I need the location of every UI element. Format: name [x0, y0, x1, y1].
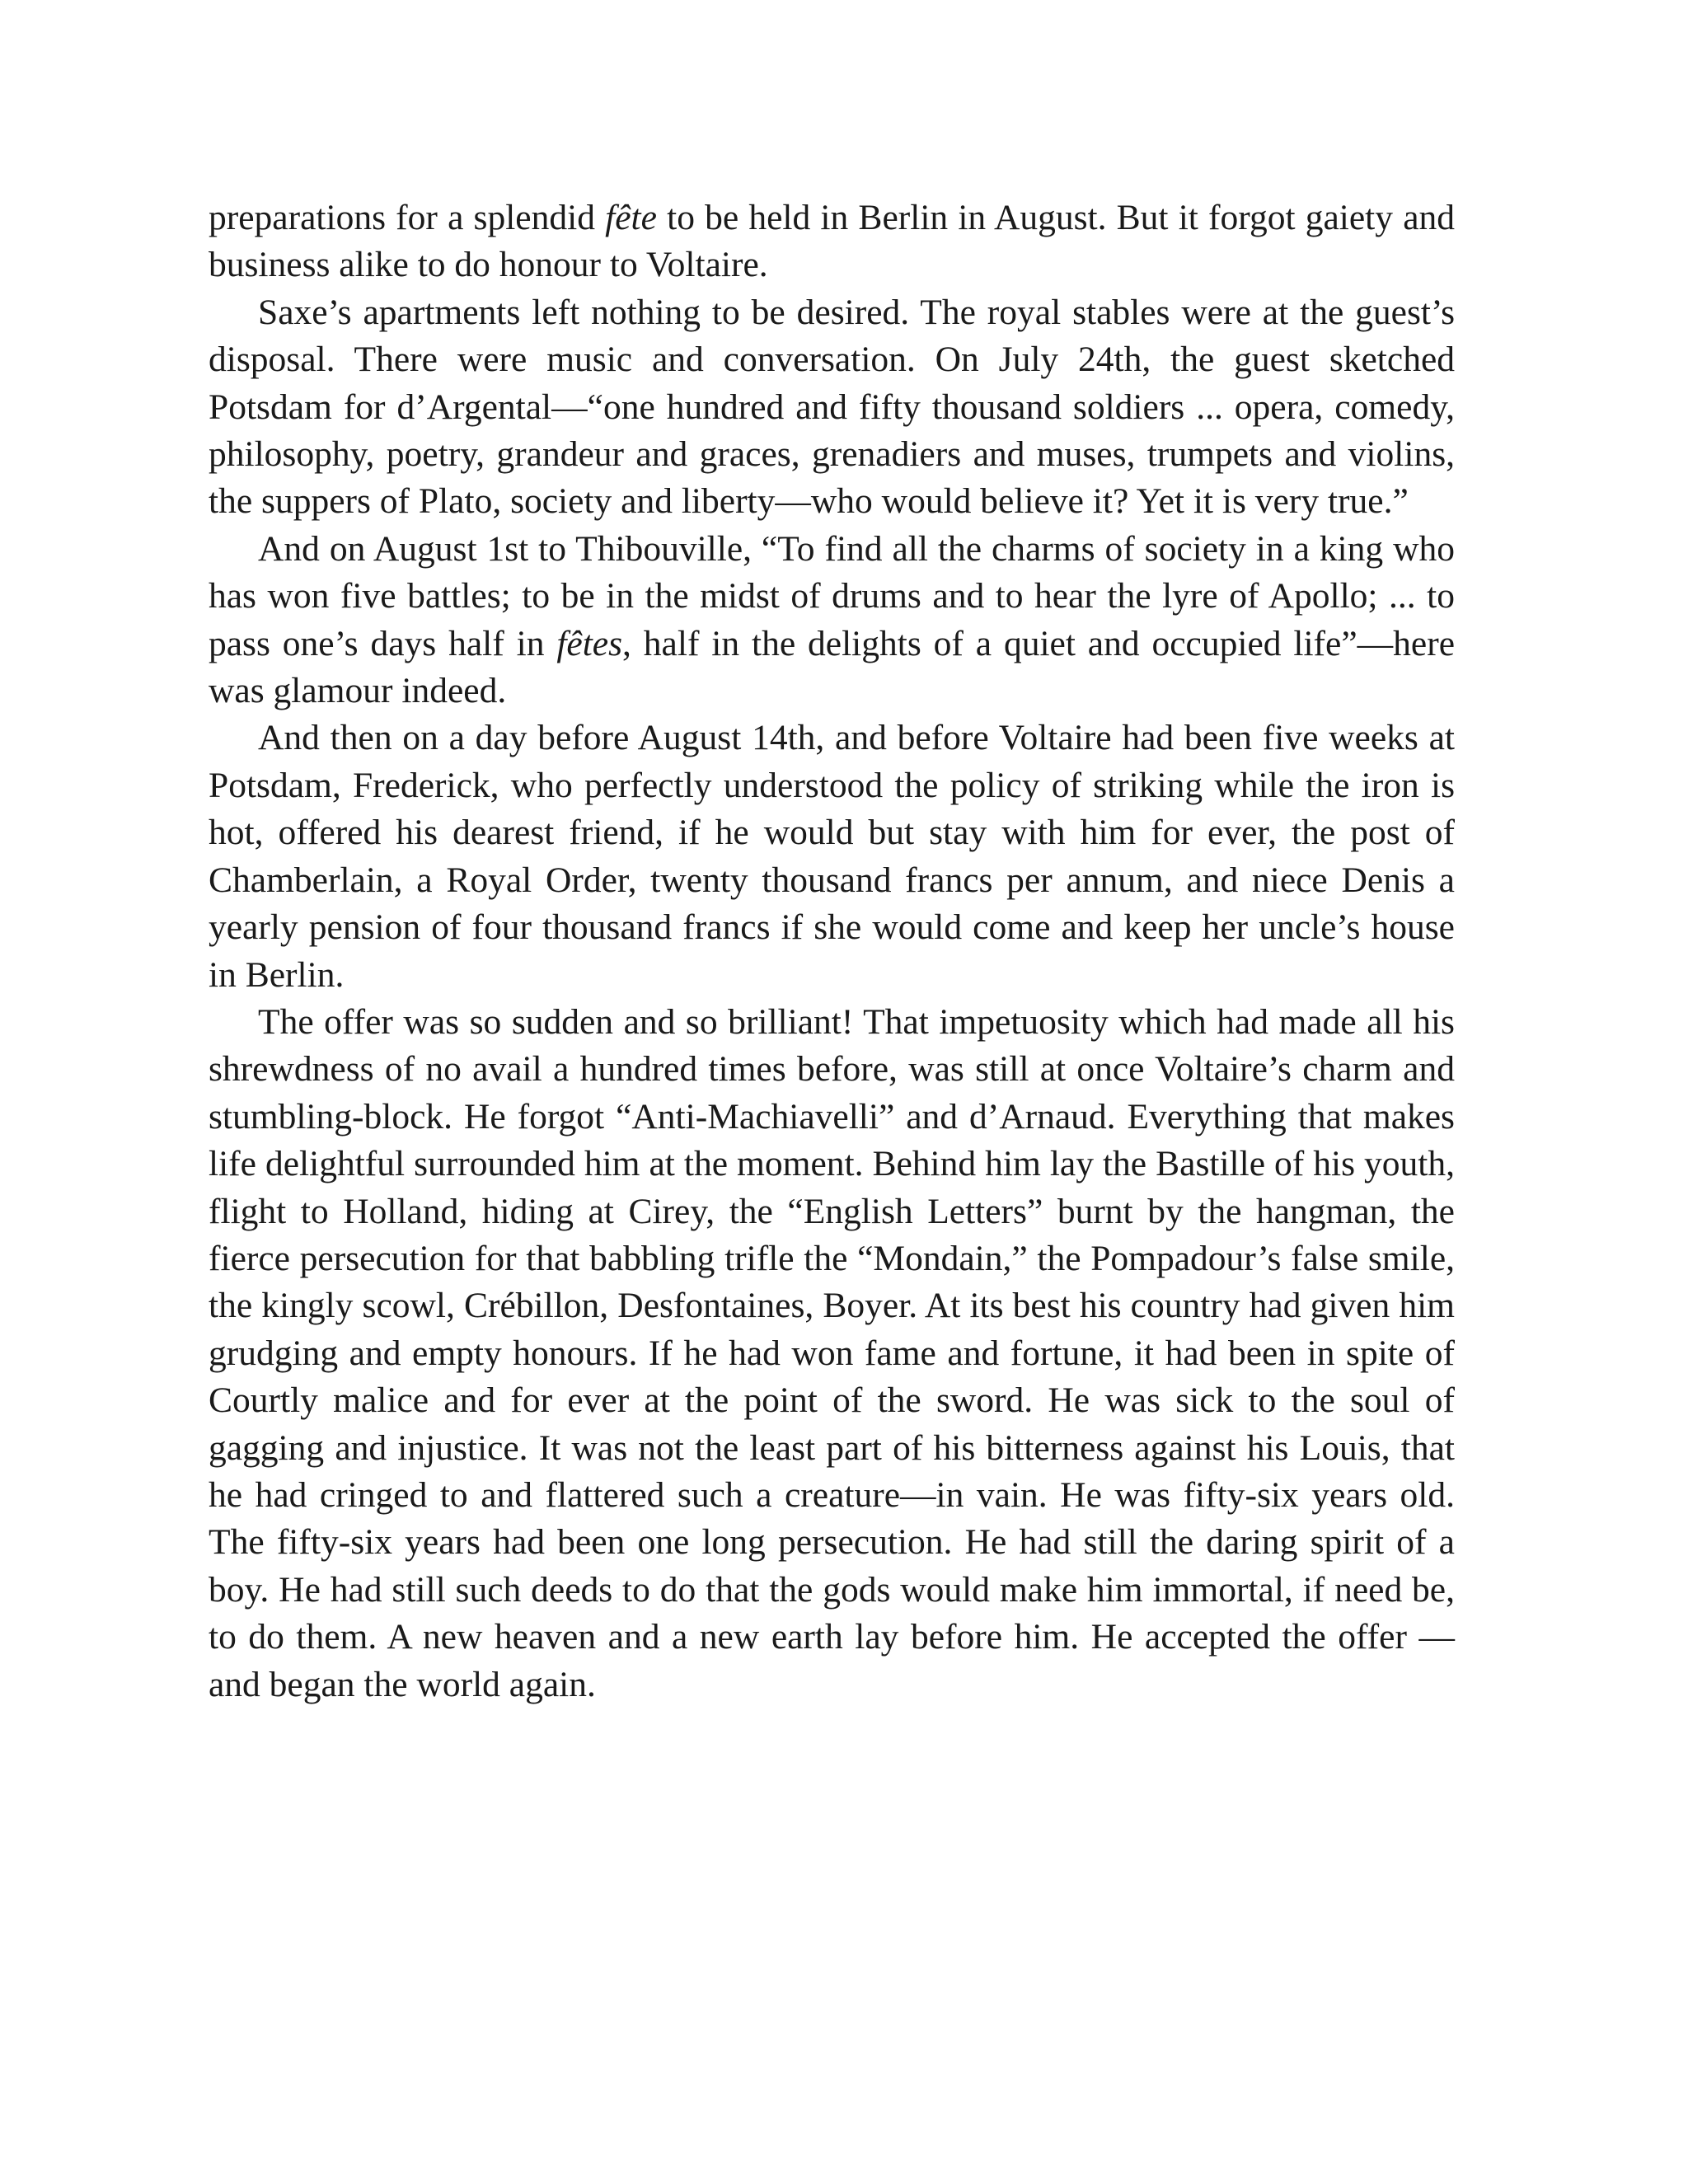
paragraph-1-run-3: to be held in Berlin in August. But it forgot gaiety and business alike to do honour to Voltaire.: [209, 198, 1455, 285]
paragraph-2: [209, 289, 1455, 526]
paragraph-2-run-1: Saxe’s apartments left nothing to be desired. The royal stables were at the guest’s disposal. There were music and conversation. On July 24th, the guest sketched Potsdam for d’Argental—“one hundred and fifty thousand soldiers ... opera, comedy, philosophy, poetry, grandeur and graces, grenadiers and muses, trumpets and violins, the suppers of Plato, society and liberty—who would believe it? Yet it is very true.”: [209, 292, 1455, 522]
paragraph-5: [209, 999, 1455, 1708]
paragraph-3-run-3: , half in the delights of a quiet and occupied life”—here was glamour indeed.: [209, 623, 1456, 711]
paragraph-4-run-1: And then on a day before August 14th, and before Voltaire had been five weeks at Potsdam, Frederick, who perfectly understood the policy of striking while the iron is hot, offered his dearest friend, if he would but stay with him for ever, the post of Chamberlain, a Royal Order, twenty thousand francs per annum, and niece Denis a yearly pension of four thousand francs if she would come and keep her uncle’s house in Berlin.: [209, 718, 1455, 995]
paragraph-1-run-2: fête: [605, 198, 657, 237]
paragraph-1-run-1: preparations for a splendid: [209, 198, 606, 237]
paragraph-5-run-1: The offer was so sudden and so brilliant! That impetuosity which had made all his shrewdness of no avail a hundred times before, was still at once Voltaire’s charm and stumbling-block. He forgot “Anti-Machiavelli” and d’Arnaud. Everything that makes life delightful surrounded him at the moment. Behind him lay the Bastille of his youth, flight to Holland, hiding at Cirey, the “English Letters” burnt by the hangman, the fierce persecution for that babbling trifle the “Mondain,” the Pompadour’s false smile, the kingly scowl, Crébillon, Desfontaines, Boyer. At its best his country had given him grudging and empty honours. If he had won fame and fortune, it had been in spite of Courtly malice and for ever at the point of the sword. He was sick to the soul of gagging and injustice. It was not the least part of his bitterness against his Louis, that he had cringed to and flattered such a creature—in vain. He was fifty-six years old. The fifty-six years had been one long persecution. He had still the daring spirit of a boy. He had still such deeds to do that the gods would make him immortal, if need be, to do them. A new heaven and a new earth lay before him. He accepted the offer —and began the world again.: [209, 1001, 1455, 1704]
paragraph-3-run-2: fêtes: [556, 623, 623, 663]
paragraph-3-run-1: And on August 1st to Thibouville, “To find all the charms of society in a king who has won five battles; to be in the midst of drums and to hear the lyre of Apollo; ... to pass one’s days half in: [209, 528, 1455, 663]
paragraph-4: [209, 715, 1455, 998]
paragraph-3: [209, 526, 1455, 715]
body-text: [209, 194, 1455, 1708]
paragraph-1: [209, 194, 1455, 289]
